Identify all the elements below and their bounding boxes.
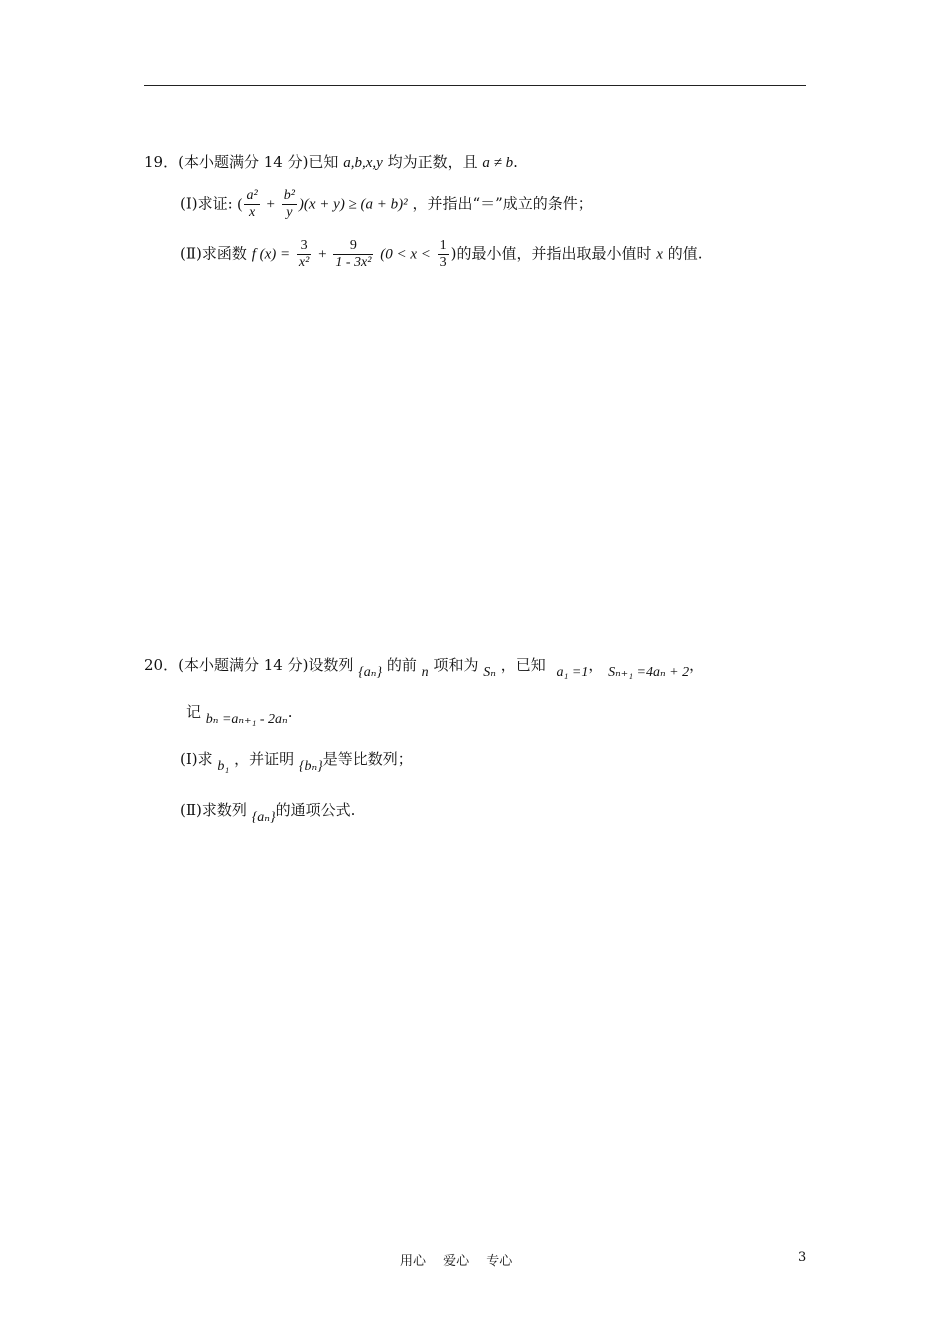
q19-end: . bbox=[513, 153, 518, 171]
q20-b1: b₁ bbox=[217, 759, 230, 774]
q19-domain: (0 < x < bbox=[380, 246, 431, 263]
q19-x: x bbox=[656, 246, 663, 263]
q19-part2: (Ⅱ)求函数 f (x) = $\frac{3}{\text{x²}}$ + $\frac{9}{\text{1 - 3x²}}$ (0 < x < $\frac{1}{3}$ )的最小值，并指出取最小值时 x 的值. bbox=[180, 238, 703, 270]
q20-part2-tail: 的通项公式. bbox=[275, 801, 356, 819]
q19-line1 bbox=[144, 152, 518, 173]
q19-frac-3-x2: $\frac{3}{\text{x²}}$ bbox=[298, 238, 310, 270]
q20-line1 bbox=[144, 655, 705, 680]
q20-seq-a-2: {aₙ} bbox=[251, 810, 276, 825]
q20-n: n bbox=[421, 665, 429, 680]
q20-number: 20． bbox=[144, 656, 179, 674]
q19-inequality: )(x + y) ≥ (a + b)² bbox=[298, 196, 408, 213]
q19-fx: f (x) = bbox=[251, 246, 291, 263]
q19-frac-b2-y: $\frac{\text{b²}}{y}$ bbox=[283, 188, 295, 220]
q20-a1: a₁ =1 bbox=[556, 665, 589, 680]
footer-motto: 用心 爱心 专心 bbox=[400, 1254, 513, 1269]
q20-part1-label: (Ⅰ)求 bbox=[180, 750, 213, 768]
q19-part2-tail-a: )的最小值，并指出取最小值时 bbox=[450, 244, 652, 263]
q19-part1: (Ⅰ)求证: ( $\frac{\text{a²}}{x}$ + $\frac{\text{b²}}{y}$ )(x + y) ≥ (a + b)² ，并指出“＝”成立的条件； bbox=[180, 188, 593, 220]
q19-part2-tail-b: 的值. bbox=[667, 244, 703, 263]
q19-frac-1-3: $\frac{1}{3}$ bbox=[439, 238, 447, 270]
q19-vars: a,b,x,y bbox=[343, 155, 383, 171]
q20-end: ， bbox=[689, 656, 705, 674]
q20-known: ，已知 bbox=[500, 656, 546, 674]
q20-front: 的前 bbox=[386, 656, 417, 674]
q20-part2-label: (Ⅱ)求数列 bbox=[180, 801, 247, 819]
q19-part1-label: (Ⅰ)求证: bbox=[180, 194, 233, 213]
q19-frac-9: $\frac{9}{\text{1 - 3x²}}$ bbox=[335, 238, 372, 270]
q19-number: 19． bbox=[144, 153, 179, 171]
q19-part2-label: (Ⅱ)求函数 bbox=[180, 244, 247, 263]
q20-dot: . bbox=[287, 703, 293, 721]
q20-part2 bbox=[180, 800, 356, 825]
q20-comma: ， bbox=[588, 656, 604, 674]
q20-seq-b: {bₙ} bbox=[298, 759, 323, 774]
q19-frac-a2-x: $\frac{\text{a²}}{x}$ bbox=[246, 188, 258, 220]
q19-part1-tail: ，并指出“＝”成立的条件； bbox=[412, 194, 593, 213]
q20-recurrence: Sₙ₊₁ =4aₙ + 2 bbox=[608, 665, 690, 680]
q20-define-label: 记 bbox=[186, 703, 202, 721]
q20-line2 bbox=[186, 702, 293, 727]
q20-header: (本小题满分 14 分)设数列 bbox=[178, 656, 354, 674]
q20-part1-tail: 是等比数列； bbox=[322, 750, 413, 768]
page-number: 3 bbox=[798, 1250, 807, 1265]
q20-part1 bbox=[180, 749, 413, 774]
q20-seq-a: {aₙ} bbox=[358, 665, 383, 680]
header-rule bbox=[144, 85, 806, 86]
q20-part1-mid: ，并证明 bbox=[234, 750, 295, 768]
q20-bn-definition: bₙ =aₙ₊₁ - 2aₙ bbox=[205, 712, 288, 727]
q19-positive-text: 均为正数，且 bbox=[387, 153, 478, 171]
q19-header: (本小题满分 14 分)已知 bbox=[178, 153, 339, 171]
q20-Sn: Sₙ bbox=[483, 665, 496, 680]
q20-sum-text: 项和为 bbox=[433, 656, 479, 674]
q19-condition: a ≠ b bbox=[482, 155, 514, 171]
